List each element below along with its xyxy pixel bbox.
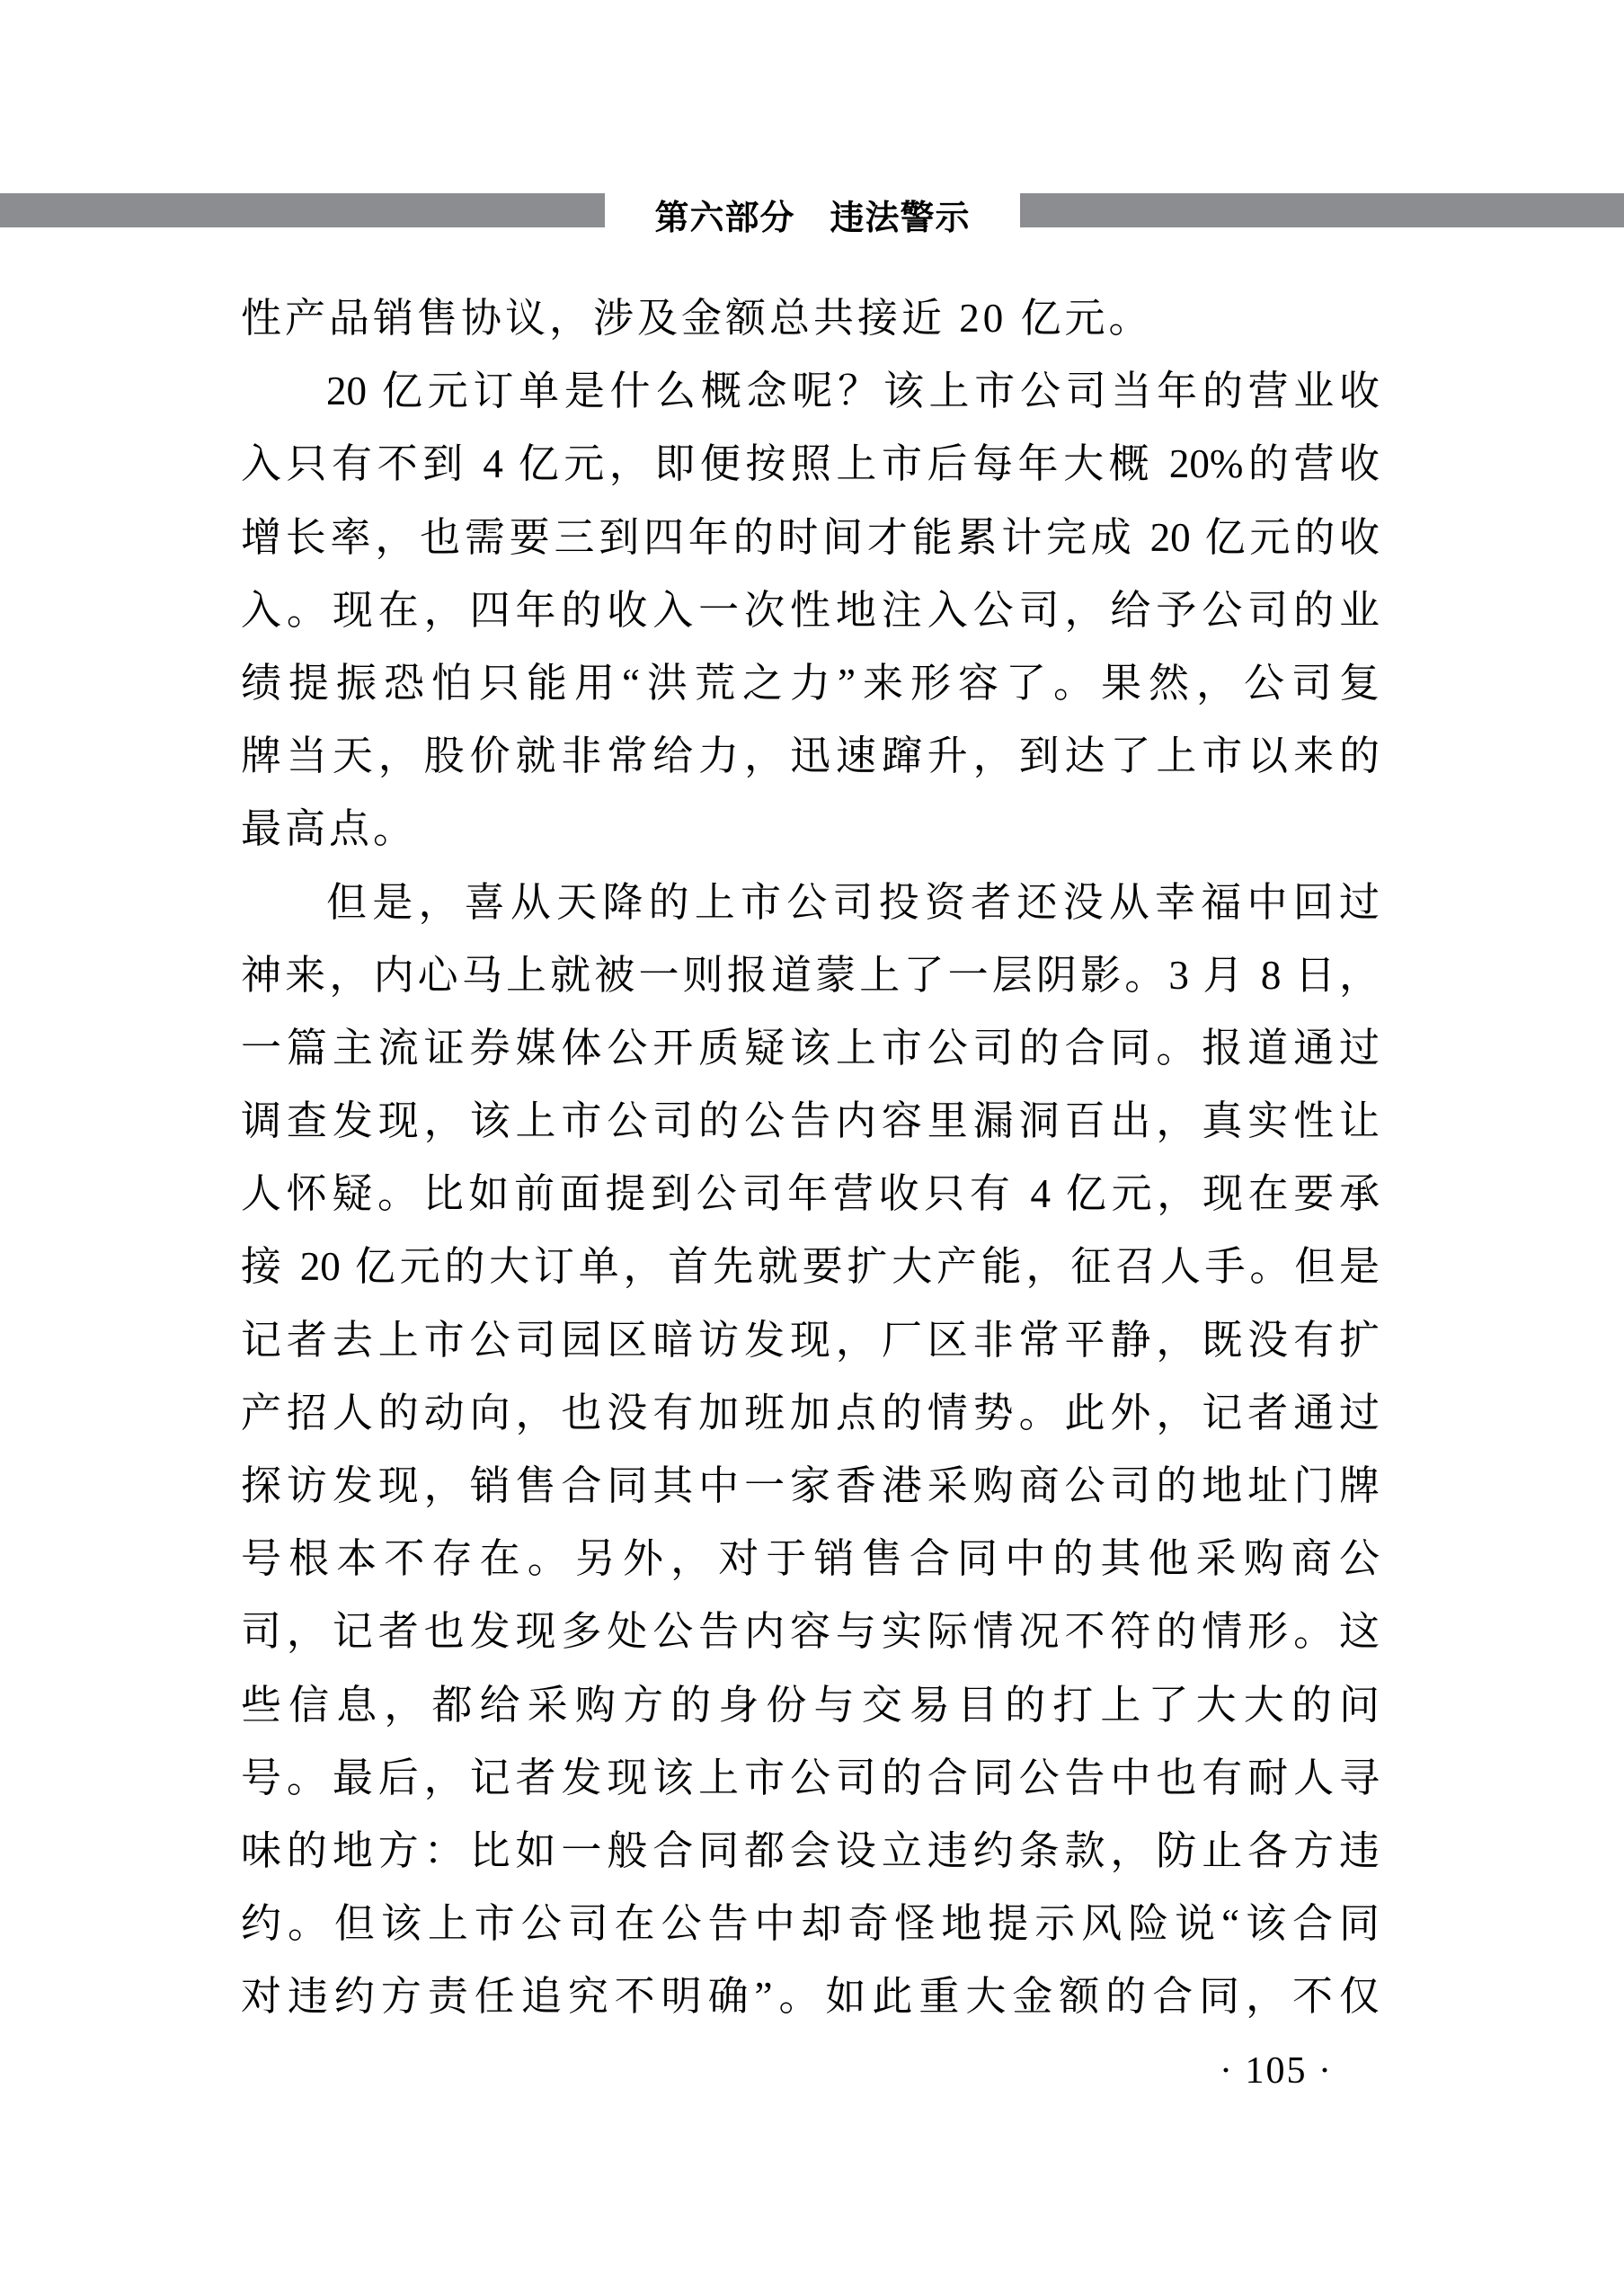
body-line: 号根本不存在。另外，对于销售合同中的其他采购商公 (241, 1536, 1380, 1582)
body-line: 些信息，都给采购方的身份与交易目的打上了大大的问 (241, 1682, 1380, 1728)
body-line: 神来，内心马上就被一则报道蒙上了一层阴影。3 月 8 日， (241, 952, 1380, 998)
body-line: 增长率，也需要三到四年的时间才能累计完成 20 亿元的收 (241, 514, 1380, 560)
body-line: 一篇主流证券媒体公开质疑该上市公司的合同。报道通过 (241, 1025, 1380, 1071)
body-line: 产招人的动向，也没有加班加点的情势。此外，记者通过 (241, 1390, 1380, 1435)
body-line: 入只有不到 4 亿元，即便按照上市后每年大概 20%的营收 (241, 441, 1380, 487)
body-line: 味的地方：比如一般合同都会设立违约条款，防止各方违 (241, 1827, 1380, 1873)
body-line: 但是，喜从天降的上市公司投资者还没从幸福中回过 (326, 879, 1380, 925)
body-line: 号。最后，记者发现该上市公司的合同公告中也有耐人寻 (241, 1755, 1380, 1800)
header-bar-right (1020, 193, 1624, 227)
body-line: 性产品销售协议，涉及金额总共接近 20 亿元。 (241, 296, 1153, 341)
body-line: 最高点。 (241, 806, 418, 852)
body-line: 调查发现，该上市公司的公告内容里漏洞百出，真实性让 (241, 1098, 1380, 1144)
body-line: 20 亿元订单是什么概念呢？该上市公司当年的营业收 (326, 369, 1380, 414)
page-number: · 105 · (1220, 2050, 1333, 2092)
body-line: 绩提振恐怕只能用“洪荒之力”来形容了。果然，公司复 (241, 660, 1380, 706)
body-line: 探访发现，销售合同其中一家香港采购商公司的地址门牌 (241, 1463, 1380, 1508)
section-header-title: 第六部分 违法警示 (654, 199, 971, 237)
body-line: 约。但该上市公司在公告中却奇怪地提示风险说“该合同 (241, 1901, 1380, 1947)
body-line: 牌当天，股价就非常给力，迅速蹿升，到达了上市以来的 (241, 733, 1380, 779)
section-header (0, 190, 1624, 237)
header-bar-left (0, 193, 605, 227)
page-body-text (241, 282, 1380, 2034)
body-line: 接 20 亿元的大订单，首先就要扩大产能，征召人手。但是 (241, 1244, 1380, 1290)
body-line: 司，记者也发现多处公告内容与实际情况不符的情形。这 (241, 1609, 1380, 1655)
body-line: 入。现在，四年的收入一次性地注入公司，给予公司的业 (241, 587, 1380, 633)
body-line: 记者去上市公司园区暗访发现，厂区非常平静，既没有扩 (241, 1317, 1380, 1363)
body-line: 对违约方责任追究不明确”。如此重大金额的合同，不仅 (241, 1974, 1380, 2020)
body-line: 人怀疑。比如前面提到公司年营收只有 4 亿元，现在要承 (241, 1171, 1380, 1217)
